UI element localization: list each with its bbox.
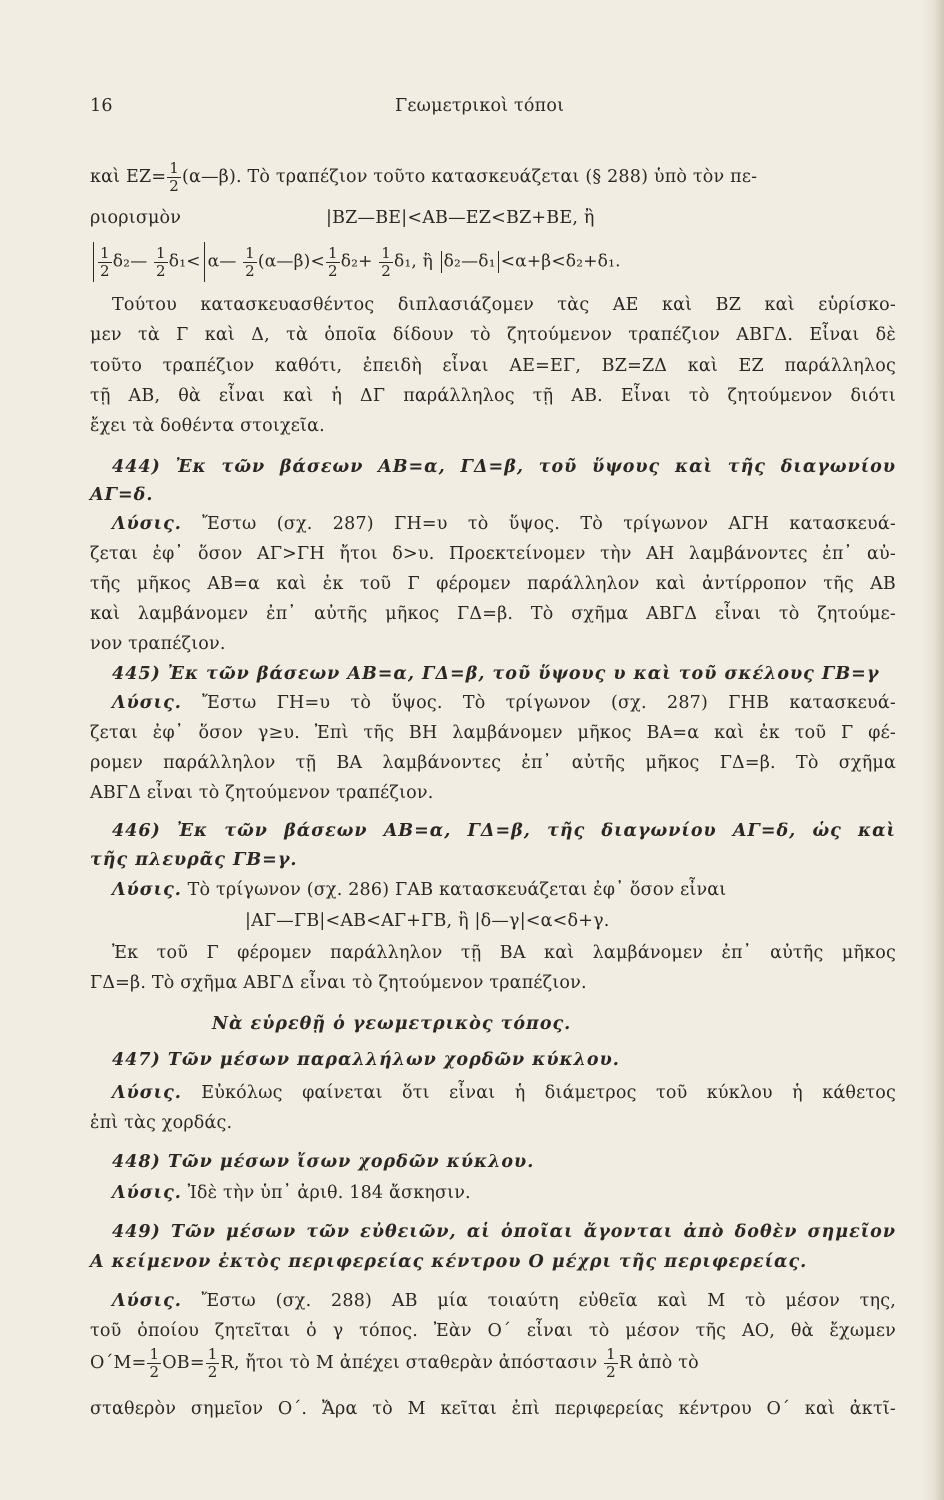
solution-line: ΓΔ=β. Τὸ σχῆμα ΑΒΓΔ εἶναι τὸ ζητούμενον τραπέζιον. <box>90 973 587 993</box>
text-span: δ₂+ <box>340 251 373 272</box>
solution-label: Λύσις. <box>112 693 182 713</box>
solution-line: νον τραπέζιον. <box>90 634 226 654</box>
fraction-half: $\frac{1}{2}$ <box>327 243 338 280</box>
exercise-445-heading: 445) Ἐκ τῶν βάσεων ΑΒ=α, ΓΔ=β, τοῦ ὕψους υ καὶ τοῦ σκέλους ΓΒ=γ <box>112 664 880 684</box>
text-span: Ἔστω (σχ. 288) ΑΒ μία τοιαύτη εὐθεῖα καὶ Μ τὸ μέσον της, <box>201 1291 896 1311</box>
inequality-line <box>90 242 896 282</box>
solution-line <box>90 1081 896 1105</box>
exercise-448-heading: 448) Τῶν μέσων ἴσων χορδῶν κύκλου. <box>112 1152 535 1172</box>
solution-line: τοῦ ὁποίου ζητεῖται ὁ γ τόπος. Ἐὰν Ο΄ εἶναι τὸ μέσον τῆς ΑΟ, θὰ ἔχωμεν <box>90 1321 896 1341</box>
text-span: δ₁, ἢ <box>393 251 434 272</box>
text-span: Ἔστω ΓΗ=υ τὸ ὕψος. Τὸ τρίγωνον (σχ. 287) ΓΗΒ κατασκευά- <box>202 693 896 713</box>
solution-label: Λύσις. <box>112 1083 182 1103</box>
fraction-half: $\frac{1}{2}$ <box>381 243 391 280</box>
fraction-half: $\frac{1}{2}$ <box>149 1345 160 1381</box>
paragraph-line: τοῦτο τραπέζιον καθότι, ἐπειδὴ εἶναι ΑΕ=ΕΓ, ΒΖ=ΖΔ καὶ ΕΖ παράλληλος <box>90 356 896 376</box>
text-span: R, ἤτοι τὸ Μ ἀπέχει σταθερὰν ἀπόστασιν <box>220 1353 598 1373</box>
solution-formula: |ΑΓ—ΓΒ|<ΑΒ<ΑΓ+ΓΒ, ἢ |δ—γ|<α<δ+γ. <box>245 911 610 931</box>
solution-line <box>90 878 896 902</box>
fraction-half: $\frac{1}{2}$ <box>245 243 255 280</box>
solution-label: Λύσις. <box>112 514 182 534</box>
text-span: δ₂— <box>112 251 148 272</box>
solution-line <box>90 1289 896 1313</box>
paragraph-line: Τούτου κατασκευασθέντος διπλασιάζομεν τὰς ΑΕ καὶ ΒΖ καὶ εὑρίσκο- <box>112 295 896 315</box>
solution-label: Λύσις. <box>112 1291 182 1311</box>
text-span: <α+β<δ₂+δ₁. <box>500 251 621 272</box>
solution-line: ΑΒΓΔ εἶναι τὸ ζητούμενον τραπέζιον. <box>90 783 434 803</box>
exercise-444-heading: 444) Ἐκ τῶν βάσεων ΑΒ=α, ΓΔ=β, τοῦ ὕψους καὶ τῆς διαγωνίου <box>112 457 896 477</box>
fraction-half: $\frac{1}{2}$ <box>169 159 179 195</box>
solution-line: ζεται ἐφ᾽ ὅσον γ≥υ. Ἐπὶ τῆς ΒΗ λαμβάνομεν μῆκος ΒΑ=α καὶ ἐκ τοῦ Γ φέ- <box>90 723 896 743</box>
text-span: καὶ ΕΖ= <box>90 167 167 187</box>
text-span: Ο΄Μ= <box>90 1353 147 1373</box>
text-span: Τὸ τρίγωνον (σχ. 286) ΓΑΒ κατασκευάζεται ἐφ᾽ ὅσον εἶναι <box>187 880 727 900</box>
running-title: Γεωμετρικοὶ τόποι <box>395 96 565 116</box>
solution-line <box>90 691 896 715</box>
exercise-447-heading: 447) Τῶν μέσων παραλλήλων χορδῶν κύκλου. <box>112 1050 620 1070</box>
text-span: Ἔστω (σχ. 287) ΓΗ=υ τὸ ὕψος. Τὸ τρίγωνον ΑΓΗ κατασκευά- <box>202 514 897 534</box>
solution-formula <box>90 1346 896 1381</box>
text-span: δ₁< <box>168 251 201 272</box>
fraction-half: $\frac{1}{2}$ <box>156 243 166 280</box>
text-span: |ΒΖ—ΒΕ|<ΑΒ—ΕΖ<ΒΖ+ΒΕ, ἢ <box>326 208 595 228</box>
text-span: ΟΒ= <box>162 1353 205 1373</box>
text-span: (α—β)< <box>257 251 325 272</box>
text-span: δ₂—δ₁ <box>443 251 496 272</box>
text-span: (α—β). Τὸ τραπέζιον τοῦτο κατασκευάζεται (§ 288) ὑπὸ τὸν πε- <box>181 167 758 187</box>
solution-line: ἐπὶ τὰς χορδάς. <box>90 1113 233 1133</box>
fraction-half: $\frac{1}{2}$ <box>207 1345 218 1381</box>
exercise-446-heading: 446) Ἐκ τῶν βάσεων ΑΒ=α, ΓΔ=β, τῆς διαγωνίου ΑΓ=δ, ὡς καὶ <box>112 821 896 841</box>
solution-line: ρομεν παράλληλον τῇ ΒΑ λαμβάνοντες ἐπ᾽ αὐτῆς μῆκος ΓΔ=β. Τὸ σχῆμα <box>90 753 896 773</box>
text-span: ριορισμὸν <box>90 208 182 228</box>
section-heading: Νὰ εὑρεθῇ ὁ γεωμετρικὸς τόπος. <box>212 1014 572 1034</box>
solution-line: ζεται ἐφ᾽ ὅσον ΑΓ>ΓΗ ἤτοι δ>υ. Προεκτείνομεν τὴν ΑΗ λαμβάνοντες ἐπ᾽ αὐ- <box>90 544 896 564</box>
text-span: R ἀπὸ τὸ <box>618 1353 699 1373</box>
exercise-446-heading: τῆς πλευρᾶς ΓΒ=γ. <box>90 850 298 870</box>
text-span: Εὐκόλως φαίνεται ὅτι εἶναι ἡ διάμετρος τοῦ κύκλου ἡ κάθετος <box>201 1083 896 1103</box>
page-header <box>90 94 896 118</box>
solution-line <box>90 1181 896 1205</box>
fraction-half: $\frac{1}{2}$ <box>100 243 110 280</box>
solution-line: Ἐκ τοῦ Γ φέρομεν παράλληλον τῇ ΒΑ καὶ λαμβάνομεν ἐπ᾽ αὐτῆς μῆκος <box>112 943 896 963</box>
solution-label: Λύσις. <box>112 880 182 900</box>
solution-line: καὶ λαμβάνομεν ἐπ᾽ αὐτῆς μῆκος ΓΔ=β. Τὸ σχῆμα ΑΒΓΔ εἶναι τὸ ζητούμε- <box>90 604 896 624</box>
solution-line <box>90 512 896 536</box>
text-span: α— <box>207 251 237 272</box>
solution-line: σταθερὸν σημεῖον Ο΄. Ἄρα τὸ Μ κεῖται ἐπὶ περιφερείας κέντρου Ο΄ καὶ ἀκτῖ- <box>90 1399 896 1419</box>
constraint-line <box>90 206 896 230</box>
solution-label: Λύσις. <box>112 1183 182 1203</box>
page-number: 16 <box>90 96 113 116</box>
equation-line-ez <box>90 160 896 195</box>
paragraph-line: μεν τὰ Γ καὶ Δ, τὰ ὁποῖα δίδουν τὸ ζητούμενον τραπέζιον ΑΒΓΔ. Εἶναι δὲ <box>90 325 896 345</box>
exercise-449-heading: Α κείμενον ἐκτὸς περιφερείας κέντρου Ο μέχρι τῆς περιφερείας. <box>90 1252 808 1272</box>
solution-line: τῆς μῆκος ΑΒ=α καὶ ἐκ τοῦ Γ φέρομεν παράλληλον καὶ ἀντίρροπον τῆς ΑΒ <box>90 574 896 594</box>
paragraph-line: ἔχει τὰ δοθέντα στοιχεῖα. <box>90 416 325 436</box>
text-span: Ἰδὲ τὴν ὑπ᾽ ἀριθ. 184 ἄσκησιν. <box>187 1183 471 1203</box>
fraction-half: $\frac{1}{2}$ <box>606 1345 616 1381</box>
exercise-449-heading: 449) Τῶν μέσων τῶν εὐθειῶν, αἱ ὁποῖαι ἄγονται ἀπὸ δοθὲν σημεῖον <box>112 1222 896 1242</box>
exercise-444-heading: ΑΓ=δ. <box>90 485 154 505</box>
paragraph-line: τῇ ΑΒ, θὰ εἶναι καὶ ἡ ΔΓ παράλληλος τῇ ΑΒ. Εἶναι τὸ ζητούμενον διότι <box>90 386 896 406</box>
